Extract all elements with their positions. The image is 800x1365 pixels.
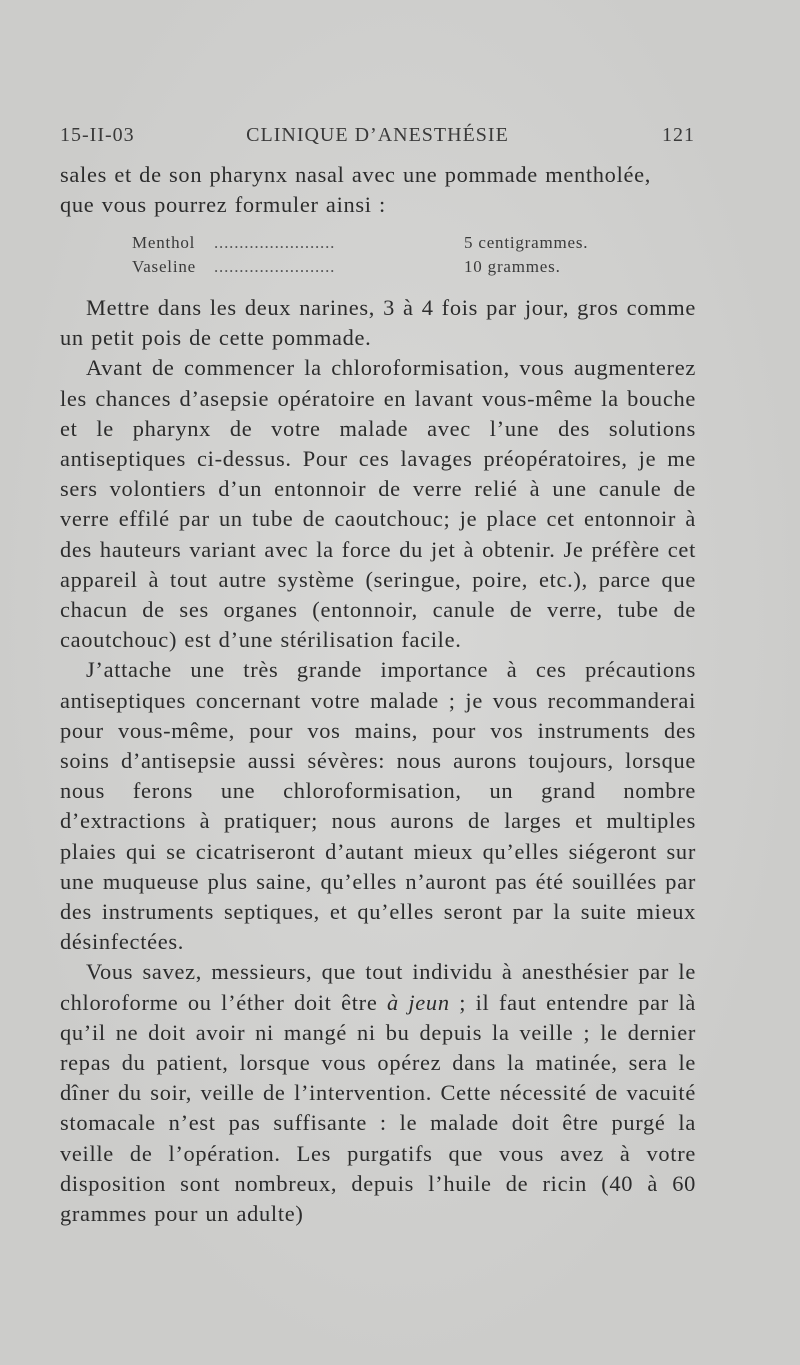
running-header xyxy=(60,124,695,146)
ingredient-quantity: 10 grammes. xyxy=(464,257,561,276)
running-title: CLINIQUE D’ANESTHÉSIE xyxy=(246,124,509,146)
paragraph xyxy=(60,957,696,1229)
paragraph: Mettre dans les deux narines, 3 à 4 fois par jour, gros comme un petit pois de cette pommade. xyxy=(60,295,696,351)
paragraph-text: Vous savez, messieurs, que tout individu à anesthésier par le chloroforme ou l’éther doit être xyxy=(60,959,696,1015)
intro-text xyxy=(60,160,696,220)
emphasis-text: à jeun xyxy=(386,989,450,1015)
ingredient-name: Vaseline xyxy=(132,257,196,276)
prescription-formula xyxy=(132,231,632,279)
formula-row xyxy=(132,231,632,255)
page-number: 121 xyxy=(662,124,695,146)
paragraph: Avant de commencer la chloroformisation, vous augmenterez les chances d’asepsie opératoire en lavant vous-même la bouche et le pharynx de votre malade avec l’une des solutions antiseptiques ci-dessus. Pour ces lavages préopératoires, je me sers volontiers d’un entonnoir de verre relié à une canule de verre effilé par un tube de caoutchouc; je place cet entonnoir à des hauteurs variant avec la force du jet à obtenir. Je préfère cet appareil à tout autre système (seringue, poire, etc.), parce que chacun de ses organes (entonnoir, canule de verre, tube de caoutchouc) est d’une stérilisation facile. xyxy=(60,355,696,653)
paragraph: J’attache une très grande importance à ces précautions antiseptiques concernant votre malade ; je vous recommanderai pour vous-même, pour vos mains, pour vos instruments des soins d’antisepsie aussi sévères: nous aurons toujours, lorsque nous ferons une chloroformisation, un grand nombre d’extractions à pratiquer; nous aurons de larges et multiples plaies qui se cicatriseront d’autant mieux qu’elles siégeront sur une muqueuse plus saine, qu’elles n’auront pas été souillées par des instruments septiques, et qu’elles seront par la suite mieux désinfectées. xyxy=(60,657,696,955)
formula-row xyxy=(132,255,632,279)
leader-dots: ........................ xyxy=(214,233,336,252)
ingredient-name: Menthol xyxy=(132,233,196,252)
paragraph-text: ; il faut entendre par là qu’il ne doit avoir ni mangé ni bu depuis la veille ; le dernier repas du patient, lorsque vous opérez dans la matinée, sera le dîner du soir, veille de l’intervention. Cette nécessité de vacuité stomacale n’est pas suffisante : le malade doit être purgé la veille de l’opération. Les purgatifs que vous avez à votre disposition sont nombreux, depuis l’huile de ricin (40 à 60 grammes pour un adulte) xyxy=(60,989,697,1227)
text-line: que vous pourrez formuler ainsi : xyxy=(60,192,386,218)
leader-dots: ........................ xyxy=(214,257,336,276)
main-text xyxy=(60,293,696,1229)
ingredient-quantity: 5 centigrammes. xyxy=(464,233,589,252)
signature-mark: 15-II-03 xyxy=(60,124,135,146)
text-line: sales et de son pharynx nasal avec une pommade mentholée, xyxy=(60,162,652,187)
